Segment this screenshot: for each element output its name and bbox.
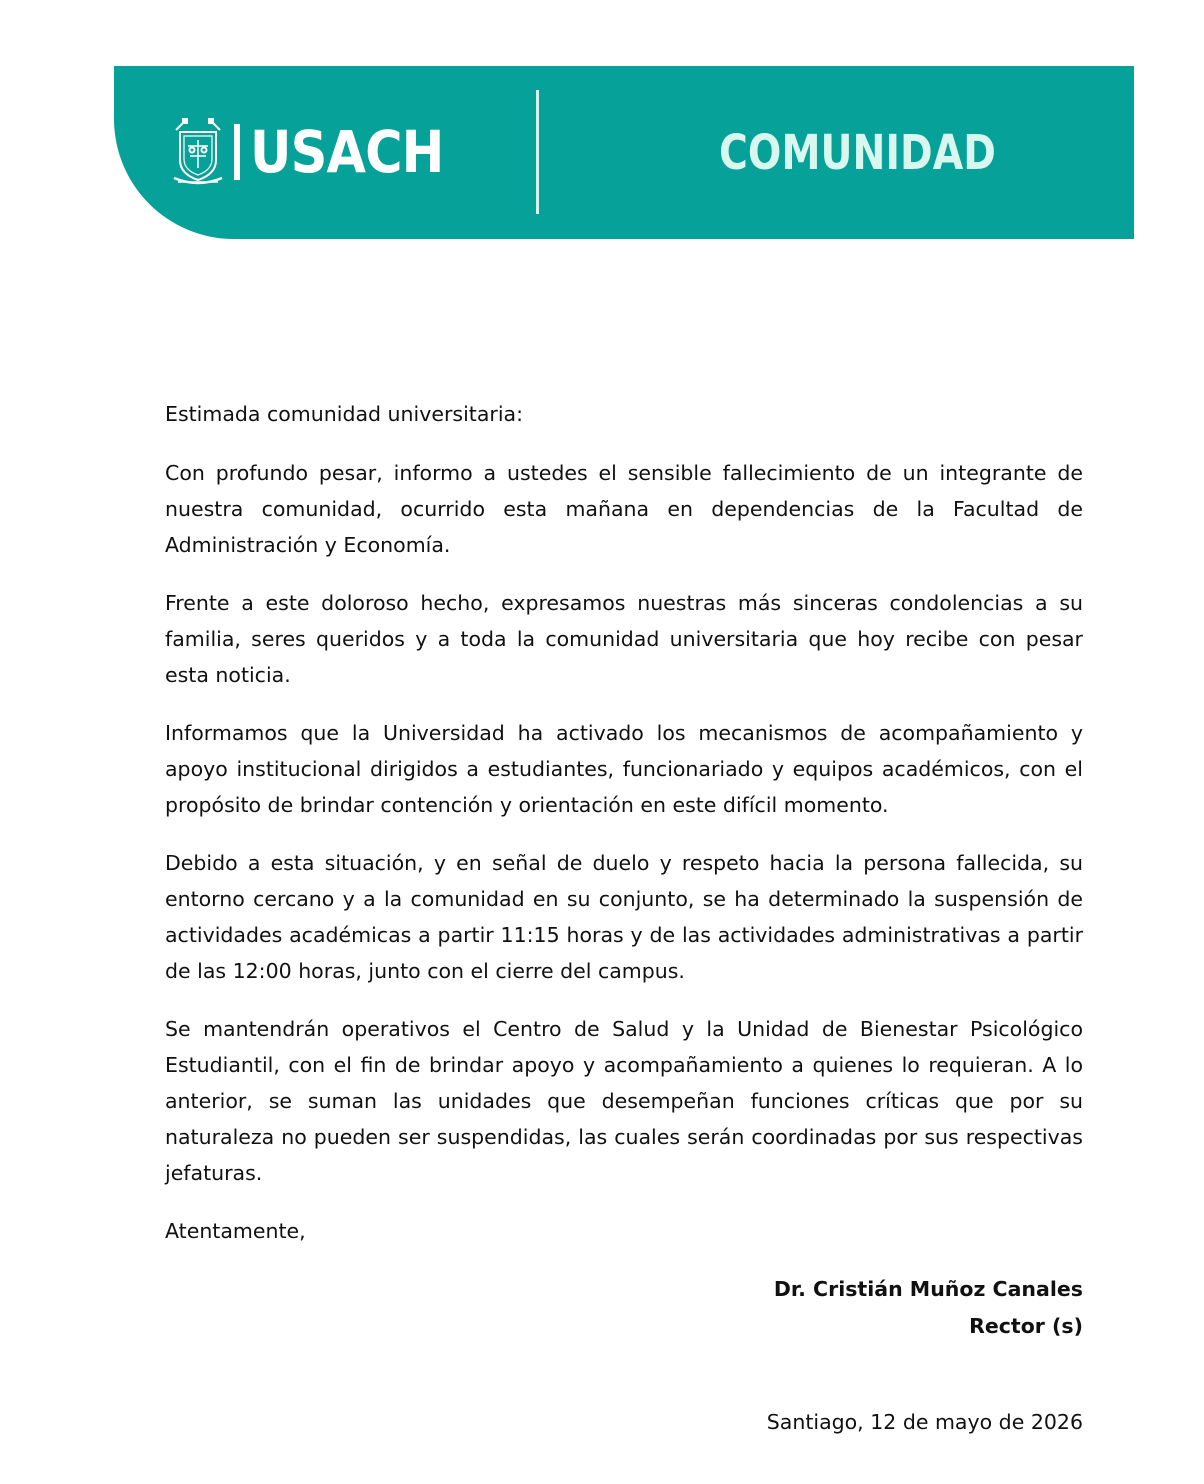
place-date: Santiago, 12 de mayo de 2026	[766, 1410, 1083, 1434]
letter-body	[165, 396, 1083, 1271]
signature-block	[774, 1271, 1083, 1345]
section-title: COMUNIDAD	[719, 125, 996, 181]
greeting: Estimada comunidad universitaria:	[165, 402, 523, 426]
logo-divider-bar	[234, 124, 240, 180]
closing: Atentamente,	[165, 1219, 306, 1243]
paragraph: Con profundo pesar, informo a ustedes el sensible fallecimiento de un integrante de nuestra comunidad, ocurrido esta mañana en dependencias de la Facultad de Administración y Economía.	[165, 461, 1083, 557]
paragraph: Debido a esta situación, y en señal de duelo y respeto hacia la persona fallecida, su entorno cercano y a la comunidad en su conjunto, se ha determinado la suspensión de actividades académicas a partir 11:15 horas y de las actividades administrativas a partir de las 12:00 horas, junto con el cierre del campus.	[165, 851, 1083, 983]
logo-text: USACH	[250, 118, 444, 186]
header-banner	[114, 66, 1134, 239]
usach-logo	[170, 116, 470, 188]
signer-title: Rector (s)	[969, 1314, 1083, 1338]
signer-name: Dr. Cristián Muñoz Canales	[773, 1277, 1083, 1301]
paragraph: Informamos que la Universidad ha activado los mecanismos de acompañamiento y apoyo institucional dirigidos a estudiantes, funcionariado y equipos académicos, con el propósito de brindar contención y orientación en este difícil momento.	[165, 721, 1083, 817]
header-divider	[536, 90, 539, 214]
paragraph: Se mantendrán operativos el Centro de Salud y la Unidad de Bienestar Psicológico Estudiantil, con el fin de brindar apoyo y acompañamiento a quienes lo requieran. A lo anterior, se suman las unidades que desempeñan funciones críticas que por su naturaleza no pueden ser suspendidas, las cuales serán coordinadas por sus respectivas jefaturas.	[165, 1017, 1083, 1185]
paragraph: Frente a este doloroso hecho, expresamos nuestras más sinceras condolencias a su familia, seres queridos y a toda la comunidad universitaria que hoy recibe con pesar esta noticia.	[165, 591, 1083, 687]
university-crest-icon	[170, 116, 226, 188]
